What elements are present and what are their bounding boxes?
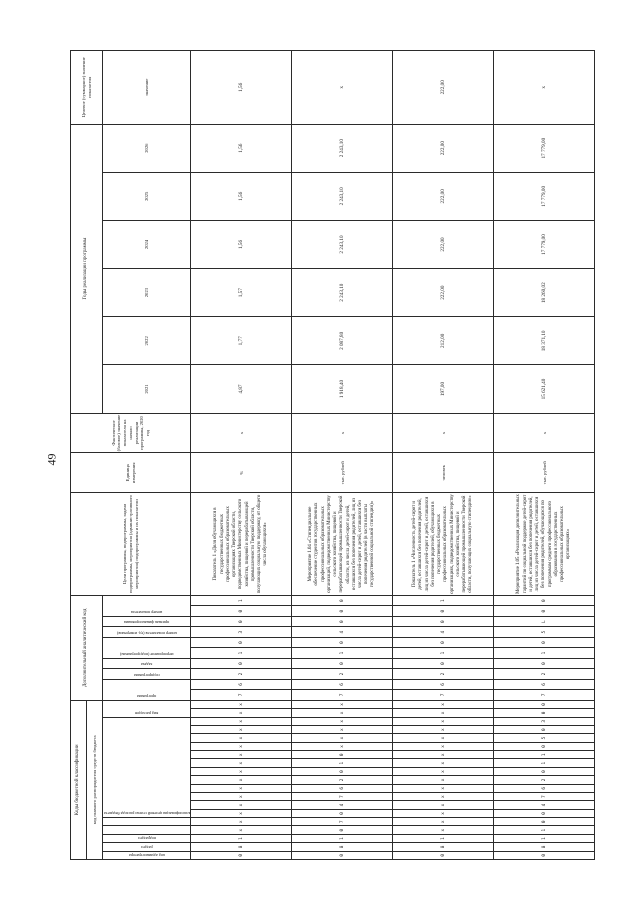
budget-code-cell: 8 — [191, 843, 292, 851]
year-value-cell: 1,56 — [191, 172, 292, 220]
year-value-cell: 1 918,40 — [292, 365, 393, 413]
prog-code-cell: 5 — [494, 627, 595, 637]
col-admin-code: код администратора — [128, 853, 165, 858]
budget-code-cell: x — [393, 767, 494, 775]
prog-code-cell: 0 — [494, 658, 595, 668]
col-program: программа — [137, 693, 157, 699]
budget-sub-header: код главного распорядителя средств бюджета — [87, 700, 103, 859]
budget-code-cell: x — [292, 700, 393, 709]
year-value-cell: 17 779,00 — [494, 220, 595, 268]
col-subsection: подраздел — [137, 836, 156, 842]
year-value-cell: 4,87 — [191, 365, 292, 413]
prog-code-cell: 0 — [191, 606, 292, 616]
rotated-table-wrapper — [70, 50, 570, 860]
prog-code-cell: 0 — [494, 606, 595, 616]
year-value-cell: 1,56 — [191, 124, 292, 172]
prog-code-cell: 4 — [393, 627, 494, 637]
row-fact-cell: x — [292, 413, 393, 453]
budget-code-cell: 4 — [292, 801, 393, 809]
prog-code-cell: 0 — [393, 637, 494, 647]
row-unit-cell: человек — [393, 453, 494, 493]
budget-code-cell: x — [191, 784, 292, 792]
years-header: Годы реализации программы — [71, 124, 103, 413]
prog-code-cell: 6 — [393, 679, 494, 689]
prog-code-cell: 2 — [292, 669, 393, 679]
prog-code-cell: 2 — [494, 669, 595, 679]
col-task: задача — [141, 662, 153, 668]
budget-code-cell: 2 — [292, 776, 393, 784]
prog-code-cell: 0 — [292, 616, 393, 626]
budget-code-cell: 0 — [494, 809, 595, 817]
budget-code-cell: 2 — [494, 776, 595, 784]
budget-code-cell: x — [393, 776, 494, 784]
budget-code-cell: x — [393, 742, 494, 750]
table-body — [191, 51, 595, 860]
row-unit-cell: % — [191, 453, 292, 493]
year-value-cell: 2 243,10 — [292, 220, 393, 268]
budget-code-cell: 1 — [494, 751, 595, 759]
budget-code-cell: 0 — [494, 700, 595, 709]
prog-code-cell: 1 — [393, 648, 494, 658]
budget-code-cell: 0 — [191, 851, 292, 859]
prog-code-cell: 2 — [191, 669, 292, 679]
prog-code-cell: L — [494, 616, 595, 626]
prog-code-cell: 7 — [494, 690, 595, 700]
budget-code-cell: 6 — [494, 784, 595, 792]
row-unit-cell: тыс. рублей — [494, 453, 595, 493]
table-row — [191, 51, 292, 860]
prog-code-cell: 6 — [292, 679, 393, 689]
budget-code-cell: x — [292, 726, 393, 734]
prog-code-cell: 6 — [494, 679, 595, 689]
prog-code-cell: 3 — [191, 627, 292, 637]
budget-code-cell: 0 — [292, 751, 393, 759]
prog-code-cell: 0 — [191, 616, 292, 626]
target-col-header: Целевое (суммарное) значение показателя — [71, 51, 103, 125]
budget-code-cell: 1 — [494, 759, 595, 767]
budget-code-cell: 1 — [292, 759, 393, 767]
prog-code-cell: 0 — [191, 637, 292, 647]
col-target-article: классификация целевой статьи расхода бюджета — [103, 811, 190, 817]
prog-code-cell: 1 — [191, 648, 292, 658]
budget-code-cell: x — [393, 801, 494, 809]
row-name-cell: Показатель 1 «Численность детей-сирот и детей, оставшихся без попечения родителей, лиц из числа детей-сирот и детей, оставшихся без попечения родителей, обучающихся в государственных бюджетных профессиональных образовательных организациях, подведомственных Министерству сельского хозяйства, пищевой и перерабатывающей промышленности Тверской области, получающих социальную стипендию» — [393, 493, 494, 596]
budget-code-cell: x — [393, 709, 494, 717]
year-value-cell: 2 243,10 — [292, 124, 393, 172]
prog-code-cell: 0 — [292, 637, 393, 647]
budget-code-cell: 8 — [292, 843, 393, 851]
budget-code-cell: 5 — [494, 734, 595, 742]
col-finance-sign: признак финансирования — [124, 620, 170, 626]
budget-code-cell: 0 — [494, 851, 595, 859]
budget-code-cell: x — [292, 709, 393, 717]
row-target-cell: 222,00 — [393, 51, 494, 125]
budget-code-cell: 7 — [292, 793, 393, 801]
prog-code-cell: 7 — [292, 690, 393, 700]
year-value-cell: 222,00 — [393, 172, 494, 220]
budget-code-cell: x — [393, 751, 494, 759]
budget-code-cell: x — [191, 801, 292, 809]
year-value-cell: 222,00 — [393, 124, 494, 172]
row-fact-cell: x — [494, 413, 595, 453]
prog-class-header: Дополнительный аналитический код — [71, 595, 103, 700]
budget-code-cell: x — [191, 717, 292, 725]
budget-code-cell: 0 — [292, 809, 393, 817]
budget-code-cell: x — [393, 818, 494, 826]
budget-code-cell: x — [292, 734, 393, 742]
target-sub-header: значение — [103, 51, 191, 125]
prog-code-cell: 0 — [393, 658, 494, 668]
col-subprogram: подпрограмма — [133, 672, 160, 678]
budget-code-cell: x — [191, 793, 292, 801]
budget-code-cell: 0 — [292, 767, 393, 775]
budget-code-cell: x — [191, 759, 292, 767]
budget-code-cell: 1 — [393, 834, 494, 842]
budget-code-cell: 6 — [292, 784, 393, 792]
budget-code-cell: 1 — [494, 826, 595, 834]
budget-code-cell: 8 — [393, 843, 494, 851]
prog-code-cell: 4 — [292, 627, 393, 637]
year-value-cell: 222,00 — [393, 220, 494, 268]
year-value-cell: 17 779,00 — [494, 172, 595, 220]
col-indicator-num: номер показателя (ед. измерения) — [116, 630, 177, 636]
table-row — [393, 51, 494, 860]
name-col-header: Цели программы, подпрограммы, задачи подпрограммы, мероприятия (административного мероприятия) подпрограммы и их показатели — [71, 493, 191, 596]
budget-code-cell: x — [393, 734, 494, 742]
year-value-cell: 2 243,10 — [292, 269, 393, 317]
budget-code-cell: x — [191, 734, 292, 742]
row-name-cell: Показатель 1 «Доля обучающихся в государственных бюджетных профессиональных образовательных организациях Тверской области, подведомственных Министерству сельского хозяйства, пищевой и перерабатывающей промышленности Тверской области, получающих социальную поддержку, от общего числа обучающихся» — [191, 493, 292, 596]
budget-code-cell: 0 — [494, 742, 595, 750]
row-target-cell: 1,56 — [191, 51, 292, 125]
col-event: мероприятие (подпрограммы) — [119, 651, 174, 657]
prog-code-cell: 1 — [191, 595, 292, 606]
year-2022: 2022 — [103, 317, 191, 365]
budget-code-cell: 0 — [494, 767, 595, 775]
year-2024: 2024 — [103, 220, 191, 268]
prog-code-cell: 7 — [191, 690, 292, 700]
year-value-cell: 197,00 — [393, 365, 494, 413]
budget-code-cell: x — [393, 809, 494, 817]
prog-code-cell: 0 — [191, 658, 292, 668]
budget-code-cell: x — [191, 818, 292, 826]
row-fact-cell: x — [191, 413, 292, 453]
unit-col-header: Единица измерения — [71, 453, 191, 493]
year-value-cell: 1,77 — [191, 317, 292, 365]
budget-code-cell: 4 — [494, 801, 595, 809]
row-unit-cell: тыс. рублей — [292, 453, 393, 493]
prog-code-cell: 2 — [393, 669, 494, 679]
year-value-cell: 17 779,00 — [494, 124, 595, 172]
budget-code-cell: x — [393, 826, 494, 834]
budget-code-cell: x — [292, 742, 393, 750]
prog-code-cell: 0 — [292, 606, 393, 616]
budget-code-cell: 0 — [494, 726, 595, 734]
row-name-cell: Мероприятие 1.05 «Реализация дополнительных гарантий по социальной поддержке детей-сирот и детей, оставшихся без попечения родителей, лиц из числа детей-сирот и детей, оставшихся без попечения родителей, обучающихся по программам среднего профессионального образования в государственных профессиональных образовательных организациях» — [494, 493, 595, 596]
page-number: 49 — [44, 453, 59, 466]
prog-code-cell: 0 — [292, 595, 393, 606]
budget-code-cell: x — [393, 726, 494, 734]
table-row — [292, 51, 393, 860]
budget-code-cell: x — [393, 717, 494, 725]
prog-code-cell: 0 — [393, 606, 494, 616]
budget-code-cell: 7 — [292, 818, 393, 826]
row-target-cell: x — [292, 51, 393, 125]
prog-code-cell: 0 — [494, 595, 595, 606]
year-2021: 2021 — [103, 365, 191, 413]
program-table — [70, 50, 595, 860]
budget-code-cell: x — [292, 717, 393, 725]
year-value-cell: 222,00 — [393, 269, 494, 317]
budget-code-cell: x — [191, 751, 292, 759]
budget-code-cell: x — [191, 742, 292, 750]
year-value-cell: 15 621,40 — [494, 365, 595, 413]
prog-code-cell: 1 — [494, 648, 595, 658]
prog-code-cell: 0 — [292, 658, 393, 668]
budget-code-cell: x — [191, 767, 292, 775]
budget-code-cell: 1 — [191, 834, 292, 842]
prog-code-cell: 1 — [393, 595, 494, 606]
year-value-cell: 18 371,10 — [494, 317, 595, 365]
budget-code-cell: x — [393, 700, 494, 709]
col-indicator: номер показателя — [131, 609, 163, 615]
year-value-cell: 2 243,10 — [292, 172, 393, 220]
row-name-cell: Мероприятие 1.04 «Стипендиальное обеспечение студентов государственных профессиональных образовательных организаций, подведомственных Министерству сельского хозяйства, пищевой и перерабатывающей промышленности Тверской области, из числа детей-сирот и детей, оставшихся без попечения родителей, лиц из числа детей-сирот и детей, оставшихся без попечения родителей (в части выплаты государственной социальной стипендии)» — [292, 493, 393, 596]
fact-col-header: Фактическое (базовое) значение показателя на начало реализации программы, 2020 год — [71, 413, 191, 453]
budget-code-cell: x — [191, 826, 292, 834]
prog-code-cell: 6 — [191, 679, 292, 689]
year-value-cell: 212,00 — [393, 317, 494, 365]
budget-code-cell: x — [191, 700, 292, 709]
budget-code-cell: x — [393, 784, 494, 792]
budget-code-cell: 0 — [292, 826, 393, 834]
prog-code-cell: 1 — [292, 648, 393, 658]
budget-code-cell: 0 — [393, 851, 494, 859]
table-row — [494, 51, 595, 860]
prog-code-cell: 0 — [393, 616, 494, 626]
year-value-cell: 1,56 — [191, 220, 292, 268]
col-section: раздел — [140, 844, 153, 850]
budget-code-cell: x — [393, 759, 494, 767]
budget-code-cell: 0 — [494, 818, 595, 826]
budget-code-cell: 1 — [292, 834, 393, 842]
budget-code-cell: 3 — [494, 717, 595, 725]
row-fact-cell: x — [393, 413, 494, 453]
budget-code-cell: 1 — [494, 834, 595, 842]
prog-code-cell: 7 — [393, 690, 494, 700]
row-target-cell: x — [494, 51, 595, 125]
year-2026: 2026 — [103, 124, 191, 172]
budget-code-cell: x — [191, 709, 292, 717]
budget-code-cell: 7 — [494, 793, 595, 801]
col-expense-type: вид расходов — [135, 710, 159, 716]
year-2023: 2023 — [103, 269, 191, 317]
budget-code-cell: 8 — [494, 843, 595, 851]
budget-class-header: Коды бюджетной классификации — [71, 700, 87, 859]
budget-code-cell: 0 — [494, 709, 595, 717]
budget-code-cell: 0 — [292, 851, 393, 859]
prog-code-cell: 0 — [494, 637, 595, 647]
year-value-cell: 1,57 — [191, 269, 292, 317]
year-value-cell: 2 087,80 — [292, 317, 393, 365]
year-2025: 2025 — [103, 172, 191, 220]
budget-code-cell: x — [191, 726, 292, 734]
budget-code-cell: x — [191, 776, 292, 784]
budget-code-cell: x — [191, 809, 292, 817]
year-value-cell: 18 260,02 — [494, 269, 595, 317]
budget-code-cell: x — [393, 793, 494, 801]
